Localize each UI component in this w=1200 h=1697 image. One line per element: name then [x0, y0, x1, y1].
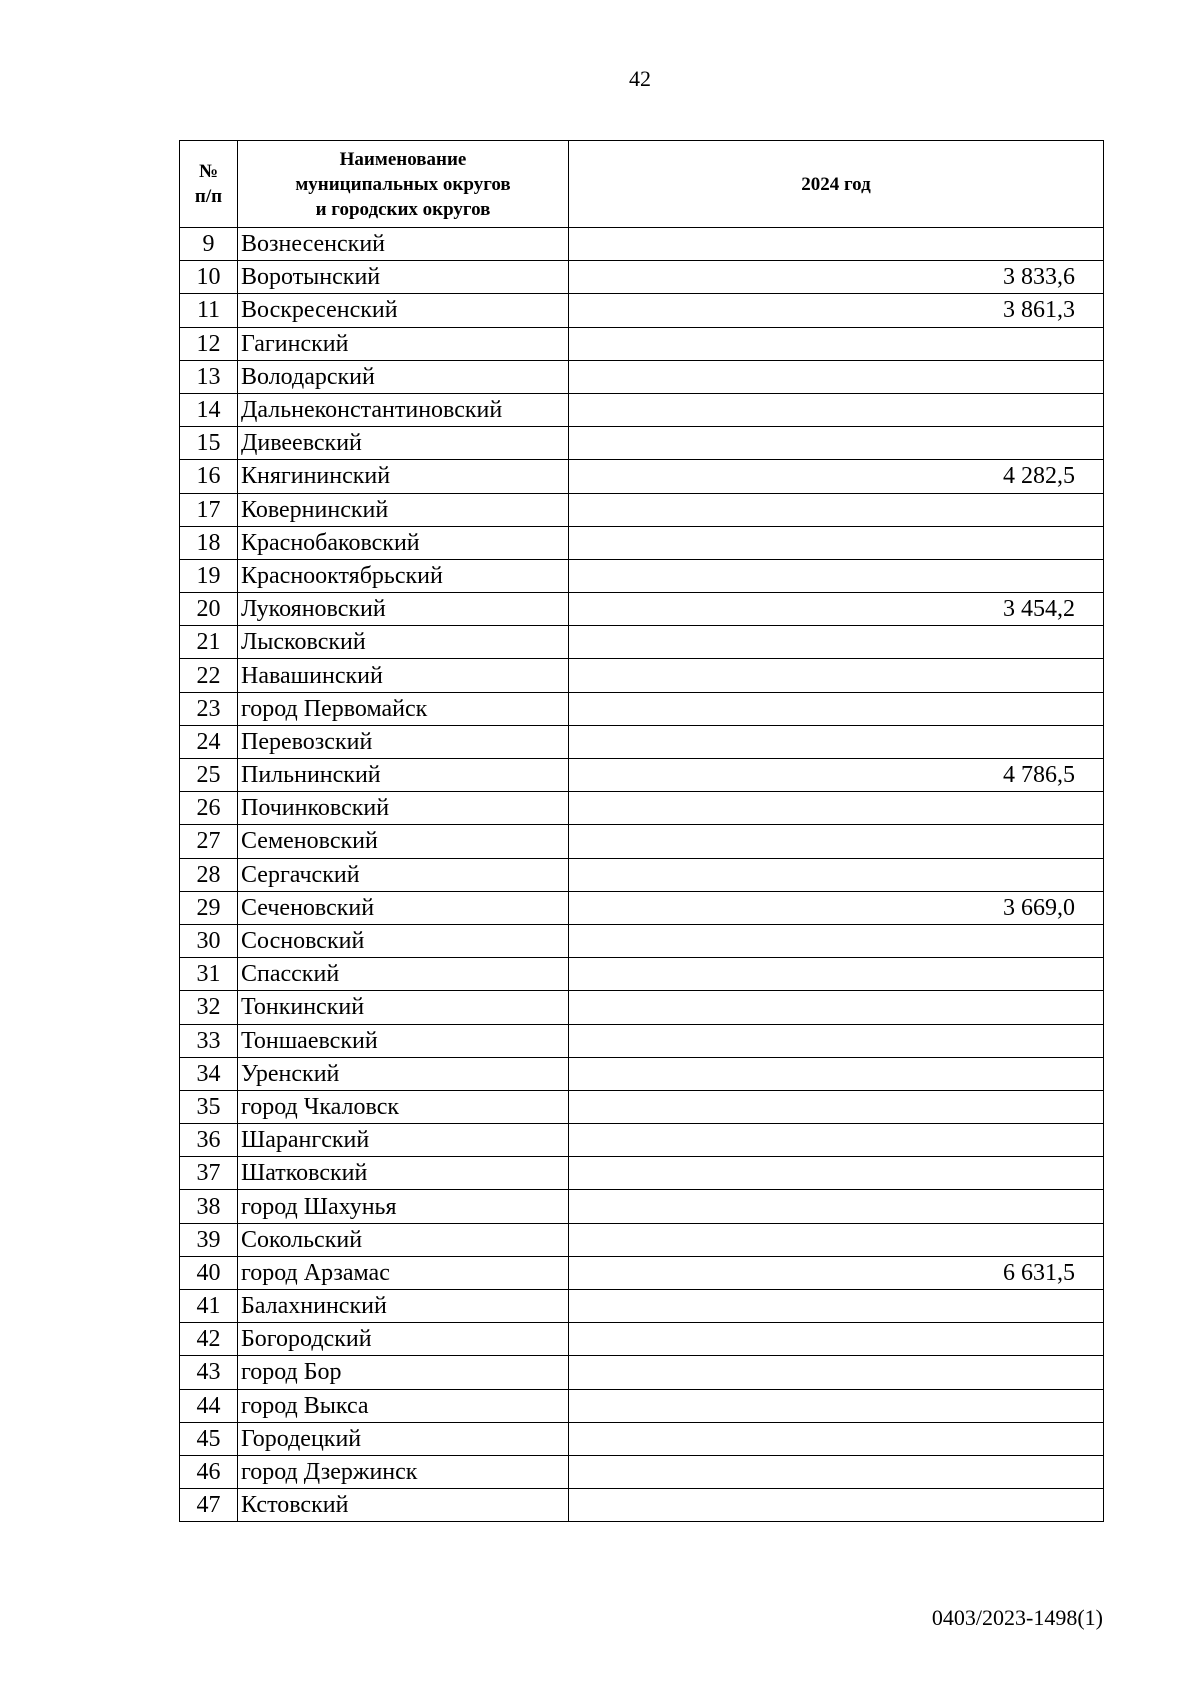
district-name: Лысковский — [238, 626, 569, 659]
table-row — [180, 1256, 1104, 1289]
table-row — [180, 1323, 1104, 1356]
header-value — [569, 141, 1104, 228]
district-name: Вознесенский — [238, 228, 569, 261]
row-number: 35 — [180, 1090, 238, 1123]
district-name: Дальнеконстантиновский — [238, 393, 569, 426]
value-2024: 4 282,5 — [569, 460, 1104, 493]
header-num-label: № п/п — [194, 161, 223, 207]
row-number: 27 — [180, 825, 238, 858]
table-row — [180, 360, 1104, 393]
table-row — [180, 593, 1104, 626]
district-name: город Выкса — [238, 1389, 569, 1422]
row-number: 38 — [180, 1190, 238, 1223]
value-2024 — [569, 924, 1104, 957]
table-row — [180, 1223, 1104, 1256]
district-name: Перевозский — [238, 725, 569, 758]
row-number: 18 — [180, 526, 238, 559]
table-body — [180, 228, 1104, 1522]
value-2024 — [569, 1124, 1104, 1157]
value-2024 — [569, 1024, 1104, 1057]
district-name: Володарский — [238, 360, 569, 393]
row-number: 23 — [180, 692, 238, 725]
row-number: 43 — [180, 1356, 238, 1389]
value-2024 — [569, 991, 1104, 1024]
data-table — [179, 140, 1104, 1522]
value-2024: 3 833,6 — [569, 261, 1104, 294]
row-number: 17 — [180, 493, 238, 526]
district-name: Княгининский — [238, 460, 569, 493]
district-name: Краснобаковский — [238, 526, 569, 559]
table-row — [180, 1057, 1104, 1090]
district-name: Лукояновский — [238, 593, 569, 626]
row-number: 37 — [180, 1157, 238, 1190]
table-row — [180, 692, 1104, 725]
table-row — [180, 1389, 1104, 1422]
table-row — [180, 559, 1104, 592]
value-2024: 3 669,0 — [569, 891, 1104, 924]
value-2024 — [569, 1157, 1104, 1190]
row-number: 30 — [180, 924, 238, 957]
table-row — [180, 1024, 1104, 1057]
table-row — [180, 526, 1104, 559]
header-value-label: 2024 год — [801, 173, 871, 195]
table-row — [180, 460, 1104, 493]
row-number: 22 — [180, 659, 238, 692]
row-number: 16 — [180, 460, 238, 493]
table-row — [180, 1124, 1104, 1157]
row-number: 34 — [180, 1057, 238, 1090]
value-2024: 4 786,5 — [569, 759, 1104, 792]
row-number: 41 — [180, 1290, 238, 1323]
row-number: 26 — [180, 792, 238, 825]
district-name: город Дзержинск — [238, 1455, 569, 1488]
table-row — [180, 958, 1104, 991]
value-2024: 3 454,2 — [569, 593, 1104, 626]
table-row — [180, 626, 1104, 659]
row-number: 46 — [180, 1455, 238, 1488]
value-2024 — [569, 1057, 1104, 1090]
row-number: 25 — [180, 759, 238, 792]
value-2024 — [569, 1356, 1104, 1389]
table-row — [180, 1290, 1104, 1323]
row-number: 40 — [180, 1256, 238, 1289]
district-name: город Бор — [238, 1356, 569, 1389]
table-row — [180, 1489, 1104, 1522]
row-number: 47 — [180, 1489, 238, 1522]
district-name: Дивеевский — [238, 427, 569, 460]
district-name: Сокольский — [238, 1223, 569, 1256]
row-number: 33 — [180, 1024, 238, 1057]
value-2024 — [569, 559, 1104, 592]
row-number: 39 — [180, 1223, 238, 1256]
district-name: Богородский — [238, 1323, 569, 1356]
header-name-label: Наименование муниципальных округов и городских округов — [295, 148, 511, 220]
row-number: 12 — [180, 327, 238, 360]
table-row — [180, 759, 1104, 792]
value-2024: 3 861,3 — [569, 294, 1104, 327]
row-number: 11 — [180, 294, 238, 327]
page-number: 42 — [629, 66, 651, 91]
district-name: Гагинский — [238, 327, 569, 360]
value-2024 — [569, 858, 1104, 891]
row-number: 20 — [180, 593, 238, 626]
table-row — [180, 1190, 1104, 1223]
district-name: Сосновский — [238, 924, 569, 957]
table-row — [180, 858, 1104, 891]
row-number: 14 — [180, 393, 238, 426]
district-name: Шатковский — [238, 1157, 569, 1190]
district-name: Сергачский — [238, 858, 569, 891]
value-2024 — [569, 1323, 1104, 1356]
row-number: 42 — [180, 1323, 238, 1356]
district-name: город Первомайск — [238, 692, 569, 725]
table-row — [180, 1356, 1104, 1389]
table-row — [180, 1090, 1104, 1123]
value-2024 — [569, 1422, 1104, 1455]
row-number: 32 — [180, 991, 238, 1024]
district-name: Ковернинский — [238, 493, 569, 526]
document-code: 0403/2023-1498(1) — [931, 1605, 1103, 1630]
table-row — [180, 991, 1104, 1024]
district-name: Балахнинский — [238, 1290, 569, 1323]
header-num — [180, 141, 238, 228]
row-number: 13 — [180, 360, 238, 393]
row-number: 19 — [180, 559, 238, 592]
value-2024 — [569, 825, 1104, 858]
row-number: 21 — [180, 626, 238, 659]
district-name: Сеченовский — [238, 891, 569, 924]
table-container — [179, 140, 1104, 1522]
row-number: 45 — [180, 1422, 238, 1455]
row-number: 36 — [180, 1124, 238, 1157]
table-row — [180, 1157, 1104, 1190]
value-2024 — [569, 1290, 1104, 1323]
table-row — [180, 1422, 1104, 1455]
value-2024 — [569, 1090, 1104, 1123]
row-number: 24 — [180, 725, 238, 758]
value-2024 — [569, 958, 1104, 991]
district-name: Уренский — [238, 1057, 569, 1090]
table-row — [180, 825, 1104, 858]
row-number: 10 — [180, 261, 238, 294]
district-name: город Арзамас — [238, 1256, 569, 1289]
table-row — [180, 228, 1104, 261]
table-row — [180, 725, 1104, 758]
district-name: Городецкий — [238, 1422, 569, 1455]
table-row — [180, 393, 1104, 426]
district-name: Кстовский — [238, 1489, 569, 1522]
table-row — [180, 294, 1104, 327]
row-number: 31 — [180, 958, 238, 991]
table-row — [180, 1455, 1104, 1488]
district-name: Навашинский — [238, 659, 569, 692]
table-row — [180, 327, 1104, 360]
value-2024 — [569, 1223, 1104, 1256]
value-2024 — [569, 327, 1104, 360]
district-name: Пильнинский — [238, 759, 569, 792]
table-row — [180, 792, 1104, 825]
table-row — [180, 924, 1104, 957]
table-header-row — [180, 141, 1104, 228]
district-name: город Чкаловск — [238, 1090, 569, 1123]
value-2024 — [569, 1489, 1104, 1522]
value-2024 — [569, 659, 1104, 692]
district-name: Воскресенский — [238, 294, 569, 327]
value-2024 — [569, 1455, 1104, 1488]
row-number: 15 — [180, 427, 238, 460]
value-2024 — [569, 626, 1104, 659]
row-number: 44 — [180, 1389, 238, 1422]
value-2024 — [569, 526, 1104, 559]
row-number: 9 — [180, 228, 238, 261]
district-name: Воротынский — [238, 261, 569, 294]
table-row — [180, 659, 1104, 692]
value-2024 — [569, 1190, 1104, 1223]
value-2024 — [569, 493, 1104, 526]
table-row — [180, 427, 1104, 460]
value-2024 — [569, 1389, 1104, 1422]
value-2024 — [569, 427, 1104, 460]
value-2024 — [569, 228, 1104, 261]
district-name: Спасский — [238, 958, 569, 991]
table-row — [180, 261, 1104, 294]
table-row — [180, 891, 1104, 924]
district-name: Починковский — [238, 792, 569, 825]
table-row — [180, 493, 1104, 526]
value-2024 — [569, 360, 1104, 393]
row-number: 28 — [180, 858, 238, 891]
district-name: город Шахунья — [238, 1190, 569, 1223]
value-2024: 6 631,5 — [569, 1256, 1104, 1289]
value-2024 — [569, 692, 1104, 725]
district-name: Краснооктябрьский — [238, 559, 569, 592]
row-number: 29 — [180, 891, 238, 924]
district-name: Шарангский — [238, 1124, 569, 1157]
header-name — [238, 141, 569, 228]
district-name: Тонкинский — [238, 991, 569, 1024]
district-name: Тоншаевский — [238, 1024, 569, 1057]
value-2024 — [569, 792, 1104, 825]
district-name: Семеновский — [238, 825, 569, 858]
value-2024 — [569, 725, 1104, 758]
value-2024 — [569, 393, 1104, 426]
